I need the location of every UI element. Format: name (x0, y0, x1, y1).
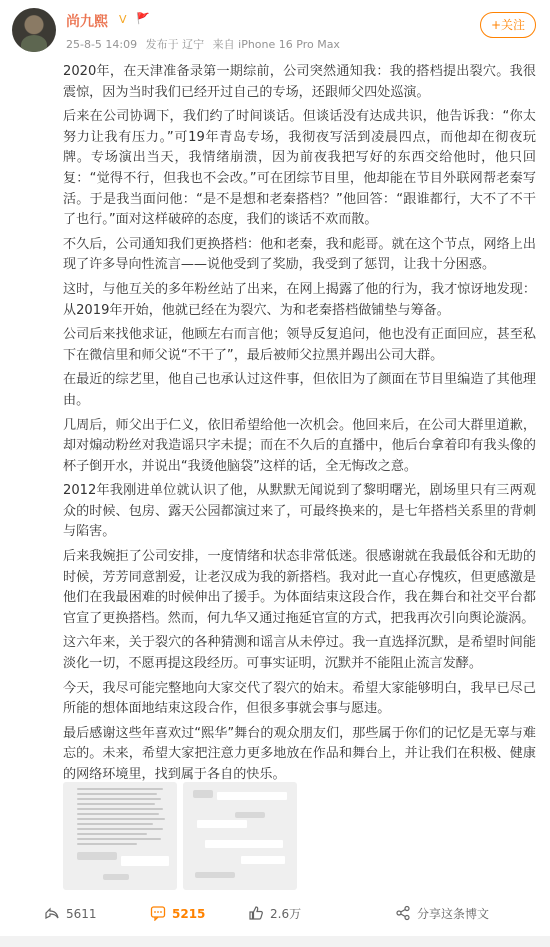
post-location: 发布于 辽宁 (145, 38, 205, 51)
comment-count: 5215 (172, 907, 206, 921)
comment-icon (150, 905, 166, 921)
paragraph: 公司后来找他求证，他顾左右而言他；领导反复追问，他也没有正面回应，甚至私下在微信里和师父说“不干了”，最后被师父拉黑并踢出公司大群。 (63, 327, 536, 363)
post-meta (66, 36, 345, 52)
paragraph: 在最近的综艺里，他自己也承认过这件事，但依旧为了颜面在节目里编造了其他理由。 (63, 372, 536, 408)
paragraph: 2012年我刚进单位就认识了他，从默默无闻说到了黎明曙光，剧场里只有三两观众的时候、包房、露天公园都演过来了，可最终换来的，是七年搭档关系里的背刺与陷害。 (63, 483, 536, 540)
paragraph: 这时，与他互关的多年粉丝站了出来，在网上揭露了他的行为，我才惊讶地发现：从2019年开始，他就已经在为裂穴、为和老秦搭档做铺垫与筹备。 (63, 281, 536, 318)
like-count: 2.6万 (270, 907, 302, 921)
share-button[interactable] (395, 904, 489, 924)
paragraph: 几周后，师父出于仁义，依旧希望给他一次机会。他回来后，在公司大群里道歉，却对煽动粉丝对我造谣只字未提；而在不久后的直播中，他后台拿着印有我头像的杯子倒开水，并说出“我烫他脑袋”这样的话，全无悔改之意。 (63, 417, 536, 474)
paragraph: 后来在公司协调下，我们约了时间谈话。但谈话没有达成共识，他告诉我：“你太努力让我有压力。”可19年青岛专场，我彻夜写活到凌晨四点，而他却在彻夜玩牌。专场演出当天，我情绪崩溃，因为前夜我把写好的东西交给他时，他只回复：“觉得不行，但我也不会改。”可在团综节目里，他却能在节目外联网帮老秦写活。于是我当面问他：“是不是想和老秦搭档？”他回答：“跟谁都行，大不了不干了也行。”面对这样破碎的态度，我们的谈话不欢而散。 (63, 109, 536, 228)
follow-button[interactable]: +关注 (480, 12, 536, 38)
post-header (0, 0, 550, 58)
chat-screenshot-image[interactable] (183, 782, 297, 890)
comment-button[interactable] (150, 904, 205, 924)
share-icon (395, 905, 411, 921)
post-device: 来自 iPhone 16 Pro Max (212, 38, 340, 51)
paragraph: 今天，我尽可能完整地向大家交代了裂穴的始末。希望大家能够明白，我早已尽己所能的想体面地结束这段合作，但很多事就会事与愿违。 (63, 680, 536, 717)
paragraph: 不久后，公司通知我们更换搭档：他和老秦，我和彪哥。就在这个节点，网络上出现了许多导向性流言——说他受到了奖励，我受到了惩罚，让我十分困惑。 (63, 236, 536, 273)
post-date: 25-8-5 14:09 (66, 38, 138, 51)
paragraph: 这六年来，关于裂穴的各种猜测和谣言从未停过。我一直选择沉默，是希望时间能淡化一切，不愿再提这段经历。可事实证明，沉默并不能阻止流言发酵。 (63, 635, 536, 672)
repost-count: 5611 (66, 907, 97, 921)
share-label: 分享这条博文 (417, 907, 490, 921)
post-body (63, 62, 536, 790)
like-button[interactable] (248, 904, 301, 924)
repost-icon (44, 905, 60, 921)
action-bar (0, 898, 550, 930)
chat-screenshot-image[interactable] (63, 782, 177, 890)
author-name[interactable]: 尚九熙 (66, 14, 108, 30)
verified-badge-icon: V (119, 13, 127, 26)
feed-divider (0, 936, 550, 947)
flag-badge-icon: 🚩 (136, 12, 150, 25)
repost-button[interactable] (44, 904, 97, 924)
thumbs-up-icon (248, 905, 264, 921)
avatar[interactable] (12, 8, 56, 52)
paragraph: 后来我婉拒了公司安排，一度情绪和状态非常低迷。很感谢就在我最低谷和无助的时候，芳芳同意割爱，让老汉成为我的新搭档。我对此一直心存愧疚，但更感激是他们在我最困难的时候伸出了援手。为体面结束这段合作，我在舞台和社交平台都官宣了更换搭档。然而，何九华又通过拖延官宣的方式，把我再次引向舆论漩涡。 (63, 549, 536, 626)
attached-images (63, 782, 303, 890)
paragraph: 最后感谢这些年喜欢过“熙华”舞台的观众朋友们，那些属于你们的记忆是无辜与难忘的。未来，希望大家把注意力更多地放在作品和舞台上，并让我们在积极、健康的网络环境里，找到属于各自的快乐。 (63, 725, 536, 782)
paragraph: 2020年，在天津准备录第一期综前，公司突然通知我：我的搭档提出裂穴。我很震惊，因为当时我们已经开过自己的专场，还跟师父四处巡演。 (63, 64, 536, 100)
